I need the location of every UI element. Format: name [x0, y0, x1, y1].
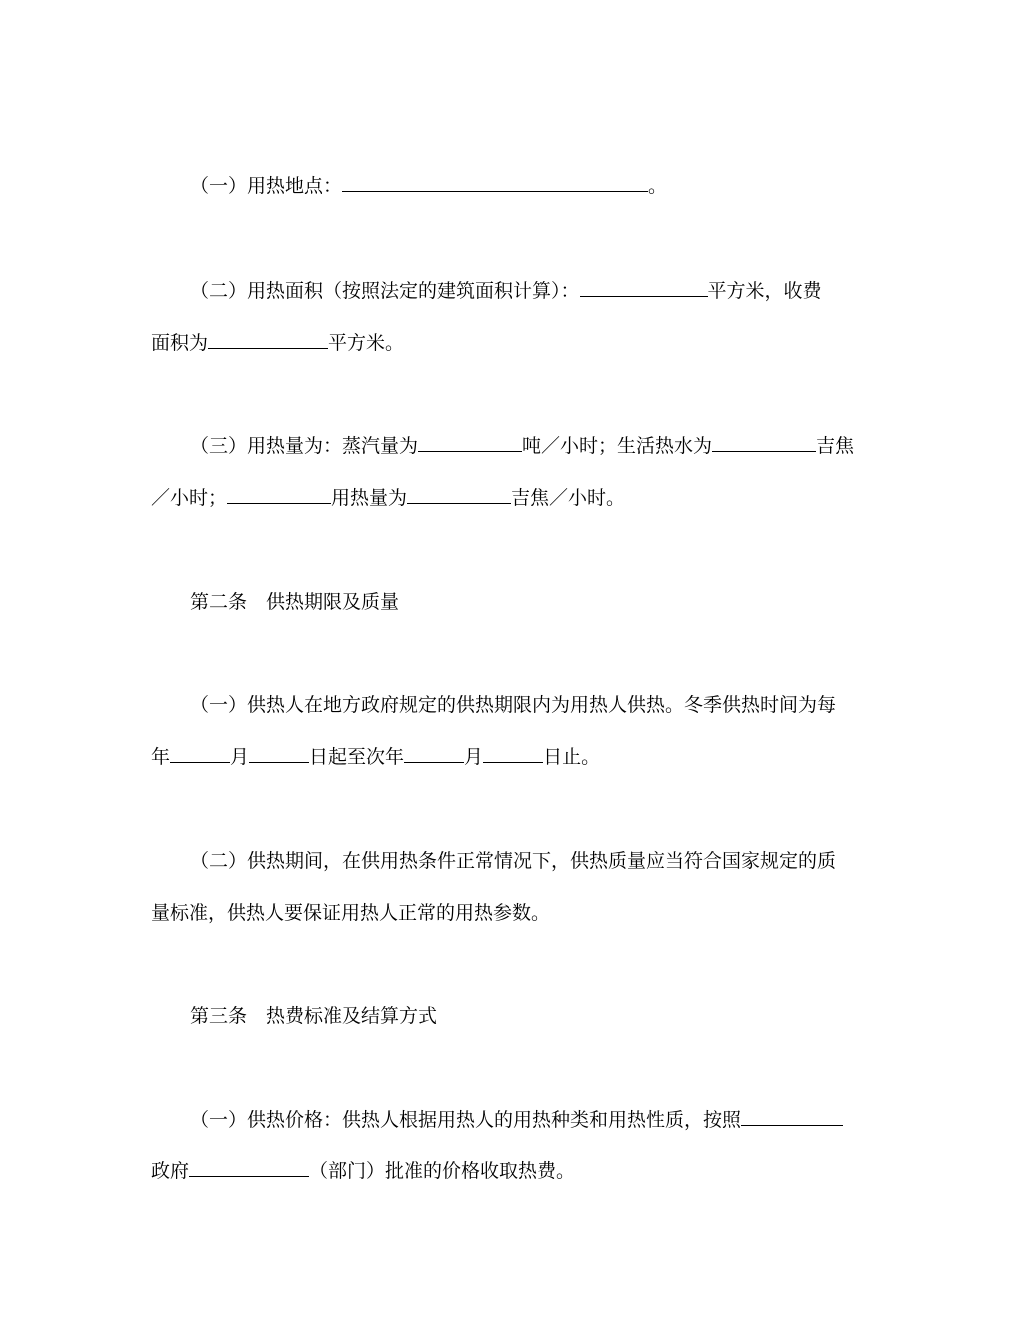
heating-quality-line-1: （二）供热期间，在供用热条件正常情况下，供热质量应当符合国家规定的质 [190, 850, 837, 872]
article-3-heading: 第三条 热费标准及结算方式 [190, 1005, 438, 1027]
end-month-blank [404, 746, 464, 763]
heating-period-line-2: 年 月 日起至次年 月 日止。 [151, 746, 601, 768]
usage-location-label: （一）用热地点： [190, 175, 343, 197]
usage-location-blank [342, 175, 648, 192]
heating-period-line-1: （一）供热人在地方政府规定的供热期限内为用热人供热。冬季供热时间为每 [190, 694, 837, 716]
heat-volume-line-1: （三）用热量为：蒸汽量为 吨／小时；生活热水为 吉焦 [190, 435, 855, 457]
hot-water-blank [712, 435, 816, 452]
usage-area-line-2: 面积为 平方米。 [151, 332, 405, 354]
usage-area-line-1: （二）用热面积（按照法定的建筑面积计算）： 平方米，收费 [190, 280, 822, 302]
heat-amount-blank [407, 487, 511, 504]
heat-type-blank [227, 487, 331, 504]
start-month-blank [170, 746, 230, 763]
article-2-heading: 第二条 供热期限及质量 [190, 591, 400, 613]
usage-location-line: （一）用热地点： 。 [190, 175, 668, 197]
start-day-blank [249, 746, 309, 763]
heating-price-line-2: 政府 （部门）批准的价格收取热费。 [151, 1160, 576, 1182]
heating-price-line-1: （一）供热价格：供热人根据用热人的用热种类和用热性质，按照 [190, 1108, 843, 1132]
usage-area-blank [580, 280, 708, 297]
government-level-blank [741, 1109, 843, 1126]
heating-quality-line-2: 量标准，供热人要保证用热人正常的用热参数。 [151, 902, 551, 924]
department-blank [189, 1160, 309, 1177]
usage-area-label: （二）用热面积（按照法定的建筑面积计算）： [190, 280, 580, 302]
charge-area-blank [208, 332, 328, 349]
end-day-blank [483, 746, 543, 763]
heat-volume-line-2: ／小时； 用热量为 吉焦／小时。 [151, 487, 626, 509]
steam-volume-blank [418, 435, 522, 452]
